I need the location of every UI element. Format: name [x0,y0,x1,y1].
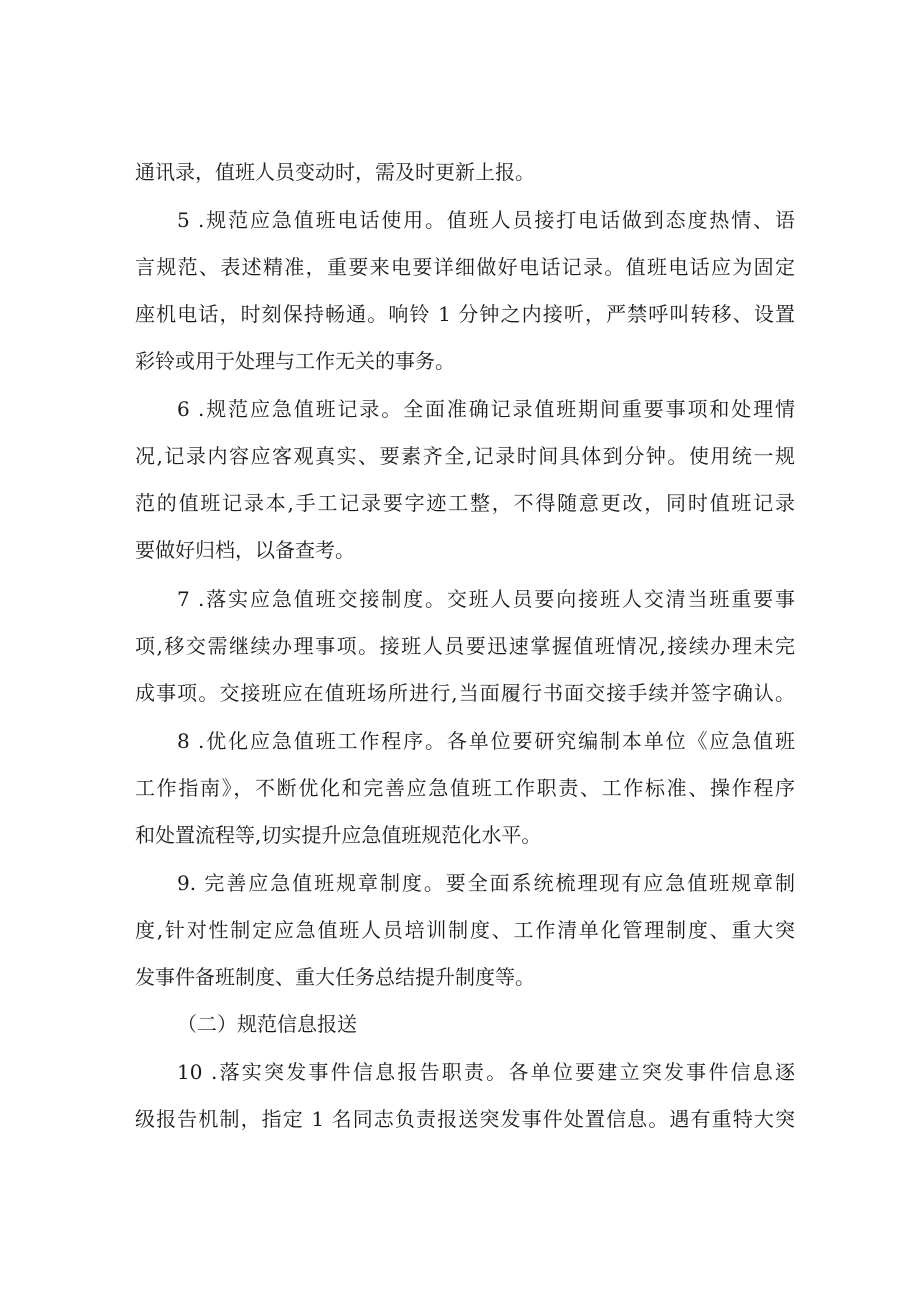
paragraph-5-line-1: 5 .规范应急值班电话使用。值班人员接打电话做到态度热情、语 [177,208,795,232]
paragraph-9-line-3: 发事件备班制度、重大任务总结提升制度等。 [135,965,535,989]
paragraph-6-line-2: 况,记录内容应客观真实、要素齐全,记录时间具体到分钟。使用统一规 [135,444,795,468]
paragraph-10-line-2: 级报告机制，指定 1 名同志负责报送突发事件处置信息。遇有重特大突 [135,1107,795,1131]
paragraph-9-line-2: 度,针对性制定应急值班人员培训制度、工作清单化管理制度、重大突 [135,918,795,942]
paragraph-continuation-line-1: 通讯录，值班人员变动时，需及时更新上报。 [135,160,535,184]
paragraph-5-line-4: 彩铃或用于处理与工作无关的事务。 [135,349,455,373]
paragraph-7-line-1: 7 .落实应急值班交接制度。交班人员要向接班人交清当班重要事 [177,587,795,611]
paragraph-8-line-3: 和处置流程等,切实提升应急值班规范化水平。 [135,823,542,847]
paragraph-8-line-2: 工作指南》，不断优化和完善应急值班工作职责、工作标准、操作程序 [135,776,795,800]
paragraph-5-line-2: 言规范、表述精准，重要来电要详细做好电话记录。值班电话应为固定 [135,255,795,279]
paragraph-8-line-1: 8 .优化应急值班工作程序。各单位要研究编制本单位《应急值班 [177,729,795,753]
paragraph-10-line-1: 10 .落实突发事件信息报告职责。各单位要建立突发事件信息逐 [177,1060,795,1084]
paragraph-7-line-2: 项,移交需继续办理事项。接班人员要迅速掌握值班情况,接续办理未完 [135,634,795,658]
paragraph-5-line-3: 座机电话，时刻保持畅通。响铃 1 分钟之内接听，严禁呼叫转移、设置 [135,302,795,326]
paragraph-9-line-1: 9. 完善应急值班规章制度。要全面系统梳理现有应急值班规章制 [177,871,795,895]
paragraph-7-line-3: 成事项。交接班应在值班场所进行,当面履行书面交接手续并签字确认。 [135,681,795,705]
paragraph-6-line-1: 6 .规范应急值班记录。全面准确记录值班期间重要事项和处理情 [177,397,795,421]
section-heading: （二）规范信息报送 [177,1012,357,1036]
paragraph-6-line-3: 范的值班记录本,手工记录要字迹工整，不得随意更改，同时值班记录 [135,491,795,515]
paragraph-6-line-4: 要做好归档，以备查考。 [135,538,355,562]
